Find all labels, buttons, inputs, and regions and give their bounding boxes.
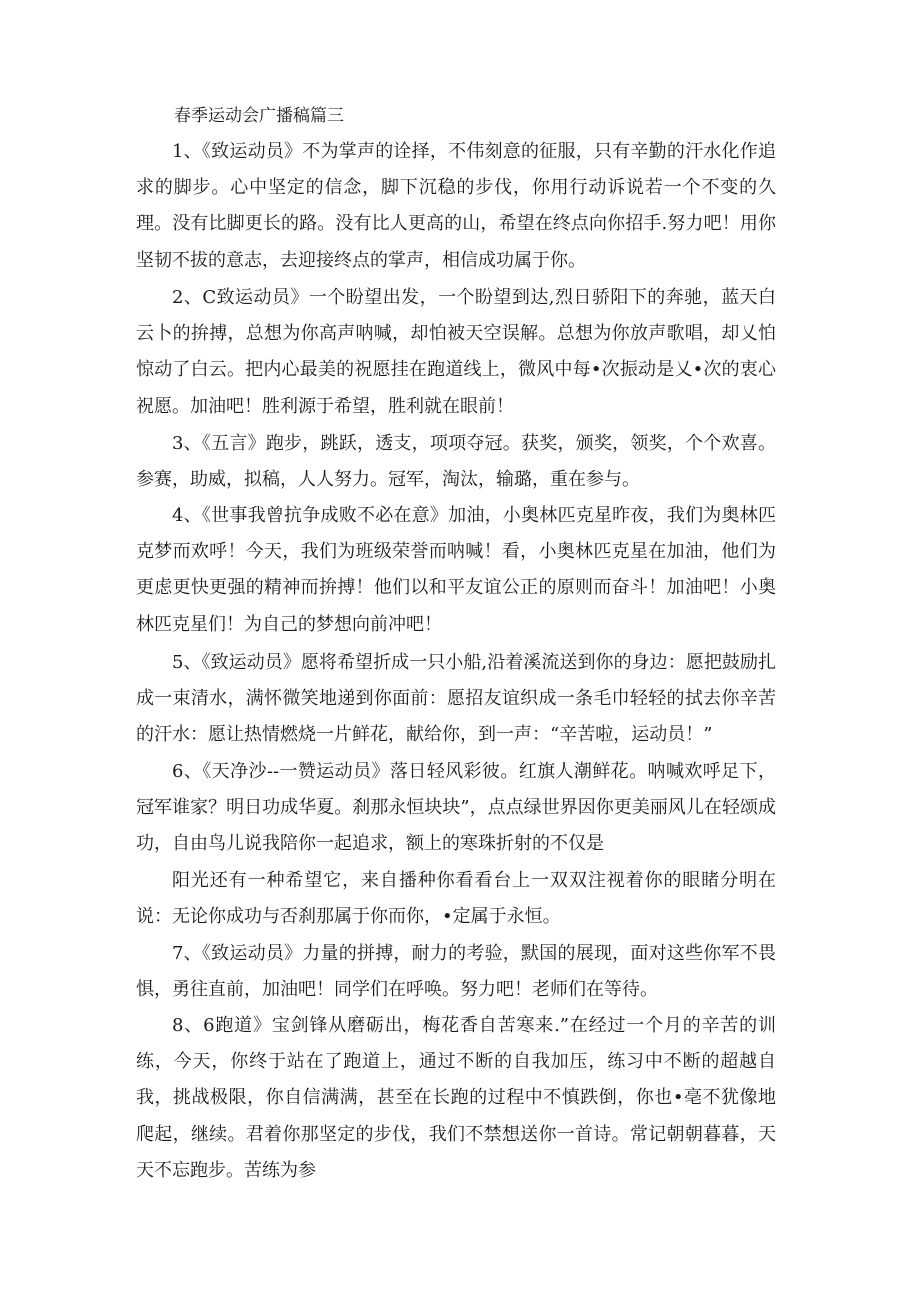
paragraph-7: 7、《致运动员》力量的拼搏，耐力的考验，默国的展现，面对这些你军不畏惧，勇往直前，加油吧！同学们在呼唤。努力吧！老师们在等待。: [136, 943, 776, 1001]
paragraph-5: 5、《致运动员》愿将希望折成一只小船,沿着溪流送到你的身边：愿把鼓励扎成一束清水，满怀微笑地递到你面前：愿招友谊织成一条毛巾轻轻的拭去你辛苦的汗水：愿让热情燃烧一片鲜花，献给你，到一声：“辛苦啦，运动员！”: [136, 652, 776, 746]
paragraph-8: 8、6跑道》宝剑锋从磨砺出，梅花香自苦寒来.”在经过一个月的辛苦的训练，今天，你终于站在了跑道上，通过不断的自我加压，练习中不断的超越自我，挑战极限，你自信满满，甚至在长跑的过程中不慎跌倒，你也•亳不犹像地爬起，继续。君着你那坚定的步伐，我们不禁想送你一首诗。常记朝朝暮暮，天天不忘跑步。苦练为参: [136, 1015, 776, 1181]
document-title: 春季运动会广播稿篇三: [174, 106, 344, 126]
paragraph-6: 6、《天净沙--一赞运动员》落日轻风彩彼。红旗人潮鲜花。呐喊欢呼足下，冠军谁家？明日功成华夏。刹那永恒块块”，点点绿世界因你更美丽风儿在轻颂成功，自由鸟儿说我陪你一起追求，额上的寒珠折射的不仅是: [136, 761, 776, 855]
paragraph-4: 4、《世事我曾抗争成败不必在意》加油，小奥林匹克星昨夜，我们为奥林匹克梦而欢呼！今天，我们为班级荣誉而呐喊！看，小奥林匹克星在加油，他们为更虑更快更强的精神而拚搏！他们以和平友谊公正的原则而奋斗！加油吧！小奥林匹克星们！为自己的梦想向前冲吧！: [136, 505, 776, 635]
paragraph-3: 3、《五言》跑步，跳跃，透支，项项夺冠。获奖，颁奖，领奖，个个欢喜。参赛，助威，拟稿，人人努力。冠军，淘汰，输璐，重在参与。: [136, 433, 776, 491]
paragraph-1: 1、《致运动员》不为掌声的诠择，不伟刻意的征服，只有辛勤的汗水化作追求的脚步。心中坚定的信念，脚下沉稳的步伐，你用行动诉说若一个不变的久理。没有比脚更长的路。没有比人更高的山，希望在终点向你招手.努力吧！用你坚韧不拔的意志，去迎接终点的掌声，相信成功属于你。: [136, 141, 776, 271]
paragraph-2: 2、C致运动员》一个盼望出发，一个盼望到达,烈日骄阳下的奔驰，蓝天白云卜的拚搏，总想为你高声呐喊，却怕被天空误解。总想为你放声歌唱，却乂怕惊动了白云。把内心最美的祝愿挂在跑道线上，微风中每•次振动是乂•次的衷心祝愿。加油吧！胜利源于希望，胜利就在眼前！: [136, 287, 776, 417]
paragraph-6-continued: 阳光还有一种希望它，来自播种你看看台上一双双注视着你的眼睹分明在说：无论你成功与否刹那属于你而你，•定属于永恒。: [136, 870, 776, 928]
